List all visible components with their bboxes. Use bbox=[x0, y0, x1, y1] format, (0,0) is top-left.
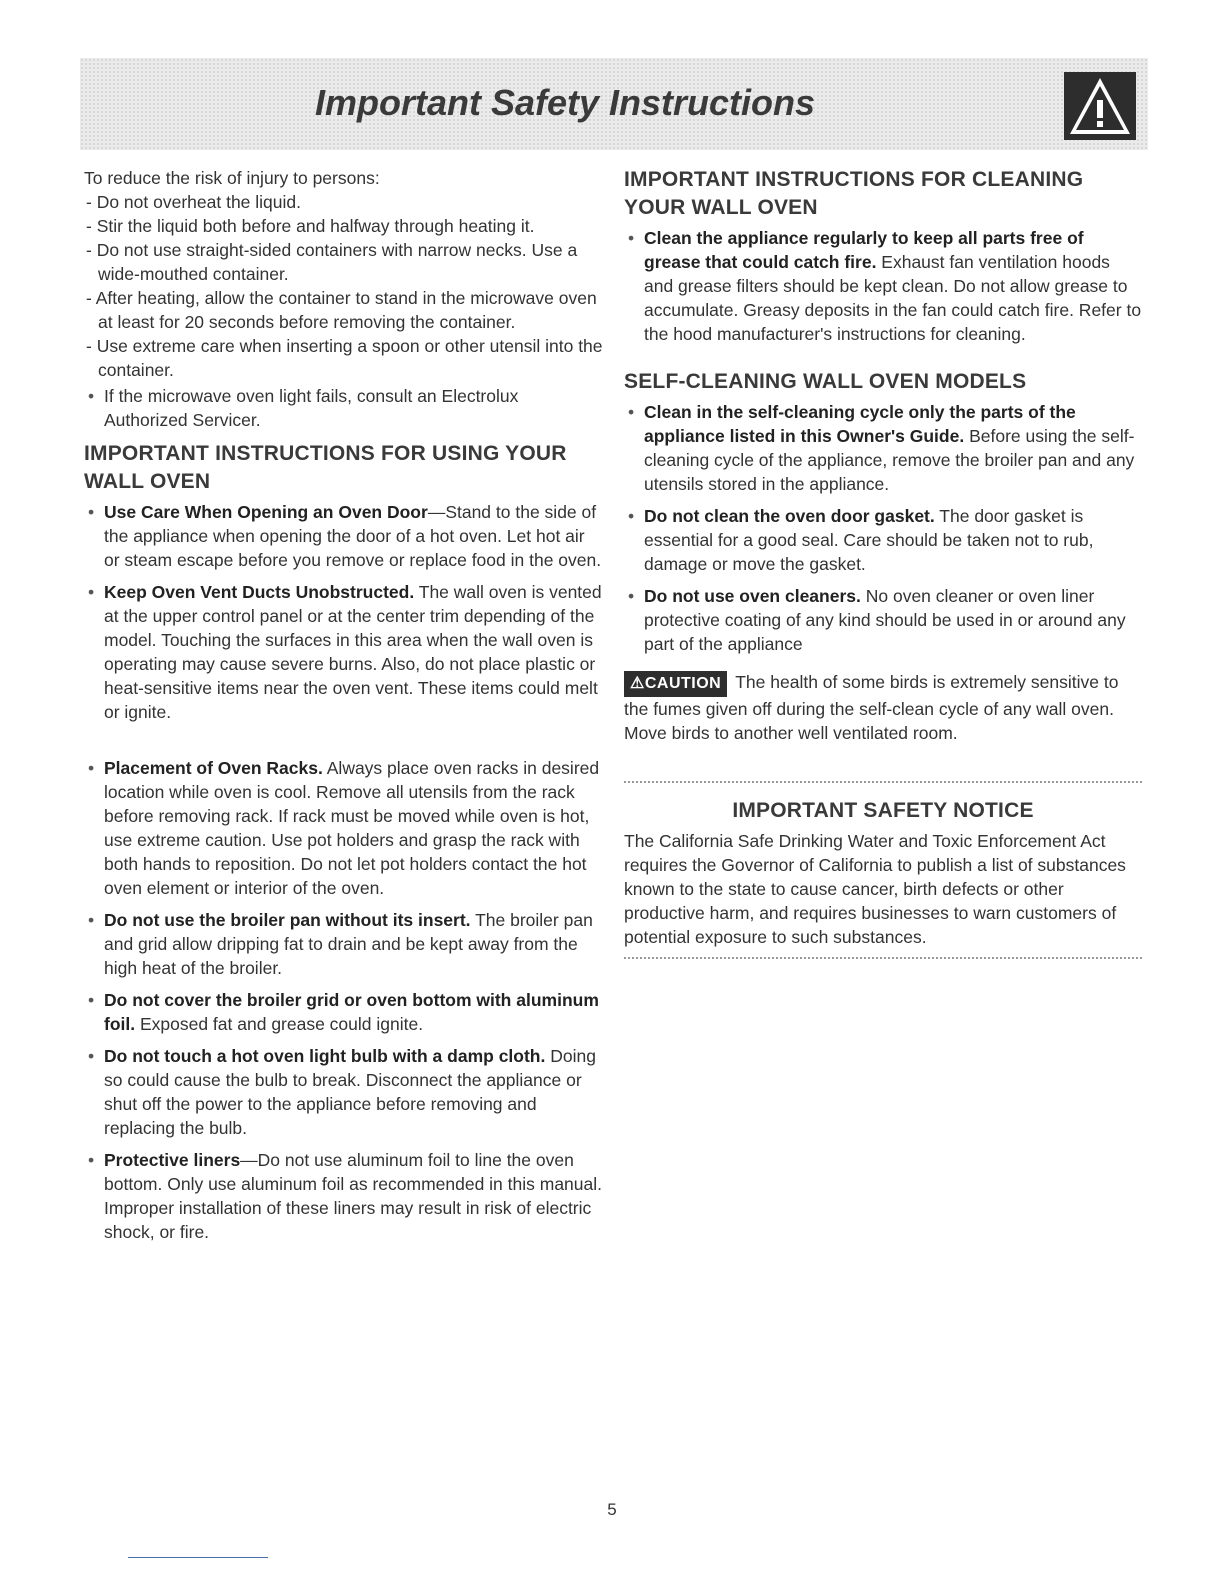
item-lead: Clean in the self-cleaning cycle only the parts of the appliance listed in this Owner's Guide. bbox=[644, 402, 1076, 446]
list-item bbox=[84, 988, 604, 1036]
list-item bbox=[84, 1148, 604, 1244]
liquid-heating-list bbox=[84, 190, 604, 382]
bullet-icon: • bbox=[88, 582, 95, 602]
item-lead: Do not use the broiler pan without its insert. bbox=[104, 910, 471, 930]
list-item bbox=[84, 580, 604, 724]
item-lead: Clean the appliance regularly to keep all parts free of grease that could catch fire. bbox=[644, 228, 1084, 272]
list-item bbox=[624, 584, 1142, 656]
caution-text: The health of some birds is extremely sensitive to the fumes given off during the self-clean cycle of any wall oven. Move birds to another well ventilated room. bbox=[624, 672, 1119, 743]
list-item bbox=[84, 1044, 604, 1140]
cleaning-heading: IMPORTANT INSTRUCTIONS FOR CLEANING YOUR WALL OVEN bbox=[624, 168, 1084, 219]
using-heading: IMPORTANT INSTRUCTIONS FOR USING YOUR WALL OVEN bbox=[84, 442, 567, 493]
item-text: Exhaust fan ventilation hoods and grease filters should be kept clean. Do not allow grease to accumulate. Greasy deposits in the fan could catch fire. Refer to the hood manufacturer's instructions for cleaning. bbox=[644, 252, 1142, 344]
item-lead: Do not use oven cleaners. bbox=[644, 586, 861, 606]
list-item bbox=[84, 756, 604, 900]
caution-block bbox=[624, 670, 1142, 745]
light-failure-text: If the microwave oven light fails, consult an Electrolux Authorized Servicer. bbox=[104, 386, 519, 430]
spacer bbox=[624, 354, 1142, 368]
item-lead: Keep Oven Vent Ducts Unobstructed. bbox=[104, 582, 415, 602]
list-item bbox=[624, 226, 1142, 346]
list-item bbox=[624, 400, 1142, 496]
item-lead: Do not clean the oven door gasket. bbox=[644, 506, 935, 526]
item-lead: Do not cover the broiler grid or oven bottom with aluminum foil. bbox=[104, 990, 599, 1034]
list-item bbox=[624, 504, 1142, 576]
item-text: No oven cleaner or oven liner protective coating of any kind should be used in or around any part of the appliance bbox=[644, 586, 1126, 654]
bullet-icon: • bbox=[88, 502, 95, 522]
bullet-icon: • bbox=[628, 586, 635, 606]
bullet-icon: • bbox=[628, 402, 635, 422]
item-text: Exposed fat and grease could ignite. bbox=[135, 1014, 424, 1034]
warning-icon: ⚠ bbox=[630, 675, 645, 692]
item-text: The broiler pan and grid allow dripping fat to drain and be kept away from the high heat of the broiler. bbox=[104, 910, 593, 978]
item-text: The wall oven is vented at the upper control panel or at the center trim depending of the model. Touching the surfaces in this area when the wall oven is operating may cause severe burns. Also, do not place plastic or heat-sensitive items near the oven vent. These items could melt or ignite. bbox=[104, 582, 602, 722]
item-lead: Do not touch a hot oven light bulb with a damp cloth. bbox=[104, 1046, 546, 1066]
item-lead: Placement of Oven Racks. bbox=[104, 758, 323, 778]
item-lead: Use Care When Opening an Oven Door bbox=[104, 502, 428, 522]
spacer bbox=[84, 732, 604, 756]
list-item: - Do not use straight-sided containers with narrow necks. Use a wide-mouthed container. bbox=[86, 240, 578, 284]
list-item: - Stir the liquid both before and halfway through heating it. bbox=[86, 216, 535, 236]
right-column bbox=[624, 166, 1142, 959]
self-clean-heading: SELF-CLEANING WALL OVEN MODELS bbox=[624, 370, 1027, 393]
item-lead: Protective liners bbox=[104, 1150, 241, 1170]
item-text: Always place oven racks in desired location while oven is cool. Remove all utensils from the rack before removing rack. If rack must be moved while oven is hot, use extreme caution. Use pot holders and grasp the rack with both hands to reposition. Do not let pot holders contact the hot oven element or interior of the oven. bbox=[104, 758, 600, 898]
warning-triangle-icon bbox=[1064, 72, 1136, 140]
list-item: - After heating, allow the container to stand in the microwave oven at least for 20 seconds before removing the container. bbox=[86, 288, 597, 332]
list-item: - Do not overheat the liquid. bbox=[86, 192, 301, 212]
left-column bbox=[84, 166, 604, 1252]
page-title: Important Safety Instructions bbox=[314, 82, 816, 123]
caution-label: CAUTION bbox=[644, 675, 722, 692]
item-text: The door gasket is essential for a good seal. Care should be taken not to rub, damage or move the gasket. bbox=[644, 506, 1094, 574]
bullet-icon: • bbox=[88, 758, 95, 778]
footer-line bbox=[128, 1557, 268, 1558]
item-text: Before using the self-cleaning cycle of the appliance, remove the broiler pan and any utensils stored in the appliance. bbox=[644, 426, 1135, 494]
notice-divider-bottom bbox=[624, 957, 1142, 959]
bullet-icon: • bbox=[88, 990, 95, 1010]
intro-text: To reduce the risk of injury to persons: bbox=[84, 168, 380, 188]
notice-text: The California Safe Drinking Water and Toxic Enforcement Act requires the Governor of California to publish a list of substances known to the state to cause cancer, birth defects or other productive harm, and requires businesses to warn customers of potential exposure to such substances. bbox=[624, 831, 1126, 947]
item-text: —Do not use aluminum foil to line the oven bottom. Only use aluminum foil as recommended in this manual. Improper installation of these liners may result in risk of electric shock, or fire. bbox=[104, 1150, 603, 1242]
caution-badge bbox=[624, 671, 727, 697]
light-failure-note bbox=[84, 384, 604, 432]
bullet-icon: • bbox=[88, 386, 95, 406]
list-item: - Use extreme care when inserting a spoon or other utensil into the container. bbox=[86, 336, 603, 380]
bullet-icon: • bbox=[88, 1150, 95, 1170]
bullet-icon: • bbox=[88, 910, 95, 930]
list-item bbox=[84, 500, 604, 572]
header-banner bbox=[80, 58, 1148, 150]
notice-heading: IMPORTANT SAFETY NOTICE bbox=[732, 799, 1034, 822]
spacer bbox=[624, 745, 1142, 781]
bullet-icon: • bbox=[628, 228, 635, 248]
item-text: Doing so could cause the bulb to break. Disconnect the appliance or shut off the power to the appliance before removing and replacing the bulb. bbox=[104, 1046, 596, 1138]
list-item bbox=[84, 908, 604, 980]
page-number: 5 bbox=[607, 1500, 617, 1519]
notice-divider-top bbox=[624, 781, 1142, 783]
item-text: —Stand to the side of the appliance when opening the door of a hot oven. Let hot air or steam escape before you remove or replace food in the oven. bbox=[104, 502, 602, 570]
bullet-icon: • bbox=[628, 506, 635, 526]
bullet-icon: • bbox=[88, 1046, 95, 1066]
